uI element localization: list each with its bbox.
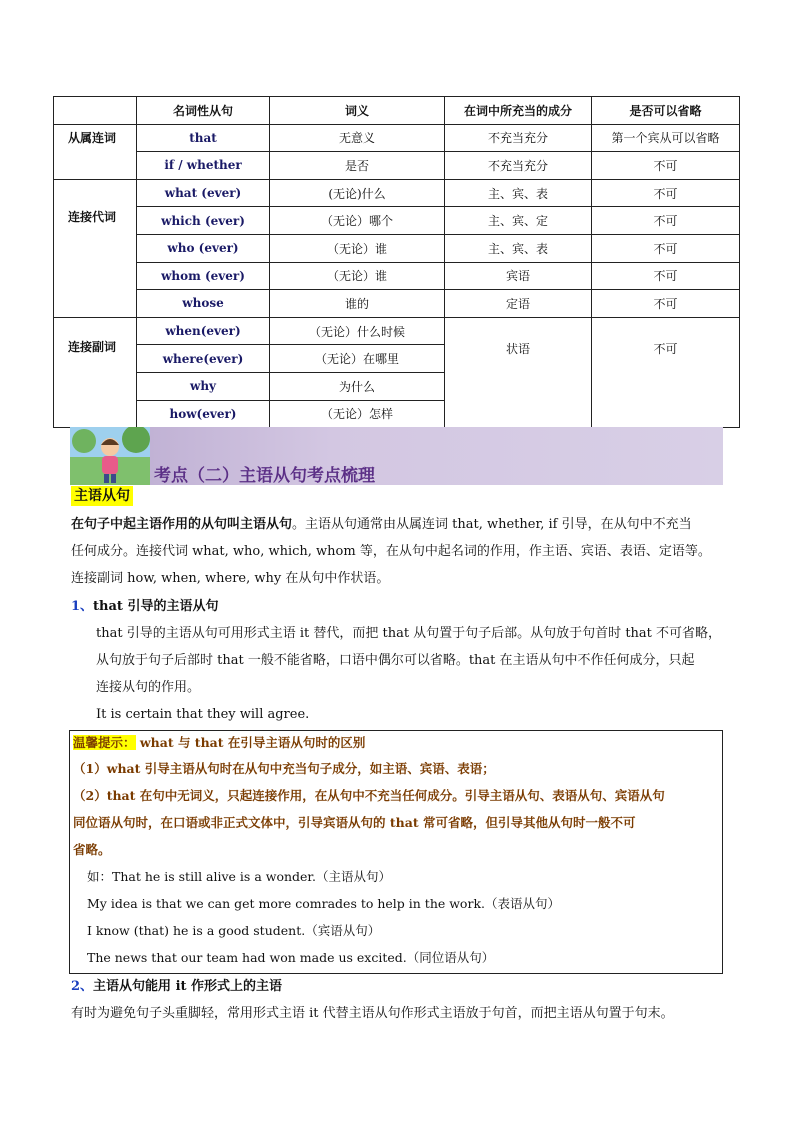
meaning-cell: （无论）哪个 [270,207,445,235]
table-row [54,179,740,207]
section1-line3: 连接从句的作用。 [96,680,201,695]
meaning-cell: （无论）在哪里 [270,345,445,373]
word-cell: what (ever) [137,179,270,207]
section1-example: It is certain that they will agree. [96,707,310,722]
role-cell: 主、宾、定 [445,207,592,235]
intro-bold: 在句子中起主语作用的从句叫主语从句 [71,517,293,532]
group-label: 连接代词 [54,179,137,317]
header-cell: 是否可以省略 [592,97,740,125]
role-cell: 主、宾、表 [445,179,592,207]
role-cell: 宾语 [445,262,592,290]
role-cell: 定语 [445,290,592,318]
tip-label: 温馨提示： [73,735,136,750]
meaning-cell: （无论）什么时候 [270,317,445,345]
meaning-cell: (无论)什么 [270,179,445,207]
table-row [54,290,740,318]
table-row [54,262,740,290]
tip-example: My idea is that we can get more comrades to help in the work.（表语从句） [87,896,560,911]
intro-line2: 任何成分。连接代词 what, who, which, whom 等，在从句中起名词的作用，作主语、宾语、表语、定语等。 [71,544,711,559]
header-cell: 在词中所充当的成分 [445,97,592,125]
word-cell: where(ever) [137,345,270,373]
table-row [54,124,740,152]
section1-title: that 引导的主语从句 [93,599,219,614]
child-illustration-icon [70,427,150,485]
meaning-cell: （无论）谁 [270,234,445,262]
role-cell: 不充当充分 [445,152,592,180]
word-cell: that [137,124,270,152]
word-cell: when(ever) [137,317,270,345]
group-label: 从属连词 [54,124,137,179]
tip-example: The news that our team had won made us excited.（同位语从句） [87,950,495,965]
word-cell: whom (ever) [137,262,270,290]
role-cell: 状语 [445,317,592,427]
topic-highlight: 主语从句 [71,486,133,506]
table-row [54,207,740,235]
section1-number: 1、 [71,599,94,614]
section2-paragraph [71,1000,731,1027]
section-banner [70,427,723,485]
intro-line3: 连接副词 how, when, where, why 在从句中作状语。 [71,571,390,586]
tip-example: I know (that) he is a good student.（宾语从句） [87,923,381,938]
section2-line1: 有时为避免句子头重脚轻，常用形式主语 it 代替主语从句作形式主语放于句首，而把主语从句置于句末。 [71,1006,674,1021]
tip-example: 如：That he is still alive is a wonder.（主语从句） [87,869,391,884]
table-header-row [54,97,740,125]
banner-title: 考点（二）主语从句考点梳理 [154,466,375,486]
word-cell: who (ever) [137,234,270,262]
section1-heading [71,597,218,617]
meaning-cell: （无论）谁 [270,262,445,290]
role-cell: 不充当充分 [445,124,592,152]
omit-cell: 不可 [592,179,740,207]
meaning-cell: 谁的 [270,290,445,318]
tip-point2-line3: 省略。 [73,842,111,857]
section1-line1: that 引导的主语从句可用形式主语 it 替代，而把 that 从句置于句子后部。从句放于句首时 that 不可省略， [96,626,722,641]
tip-point2-line1: （2）that 在句中无词义，只起连接作用，在从句中不充当任何成分。引导主语从句、表语从句、宾语从句 [73,788,665,803]
table-row [54,317,740,345]
section2-heading [71,977,282,997]
table-row [54,152,740,180]
meaning-cell: （无论）怎样 [270,400,445,428]
clause-table [53,96,740,428]
omit-cell: 第一个宾从可以省略 [592,124,740,152]
word-cell: which (ever) [137,207,270,235]
intro-line1: 。主语从句通常由从属连词 that, whether, if 引导，在从句中不充当 [292,517,692,532]
role-cell: 主、宾、表 [445,234,592,262]
omit-cell: 不可 [592,317,740,427]
omit-cell: 不可 [592,152,740,180]
tip-title: what 与 that 在引导主语从句时的区别 [135,735,366,750]
meaning-cell: 是否 [270,152,445,180]
section1-line2: 从句放于句子后部时 that 一般不能省略，口语中偶尔可以省略。that 在主语从句中不作任何成分，只起 [96,653,695,668]
meaning-cell: 无意义 [270,124,445,152]
section2-number: 2、 [71,979,94,994]
intro-paragraph [71,511,731,592]
header-cell [54,97,137,125]
omit-cell: 不可 [592,290,740,318]
tip-box [69,730,723,974]
header-cell: 名词性从句 [137,97,270,125]
omit-cell: 不可 [592,234,740,262]
word-cell: if / whether [137,152,270,180]
tip-heading [73,729,365,756]
section1-paragraph [96,620,736,728]
omit-cell: 不可 [592,207,740,235]
section2-title: 主语从句能用 it 作形式上的主语 [93,979,283,994]
meaning-cell: 为什么 [270,372,445,400]
group-label: 连接副词 [54,317,137,427]
omit-cell: 不可 [592,262,740,290]
word-cell: whose [137,290,270,318]
table-row [54,234,740,262]
header-cell: 词义 [270,97,445,125]
word-cell: how(ever) [137,400,270,428]
tip-point1: （1）what 引导主语从句时在从句中充当句子成分，如主语、宾语、表语； [73,761,495,776]
word-cell: why [137,372,270,400]
tip-point2-line2: 同位语从句时，在口语或非正式文体中，引导宾语从句的 that 常可省略，但引导其他从句时一般不可 [73,815,636,830]
